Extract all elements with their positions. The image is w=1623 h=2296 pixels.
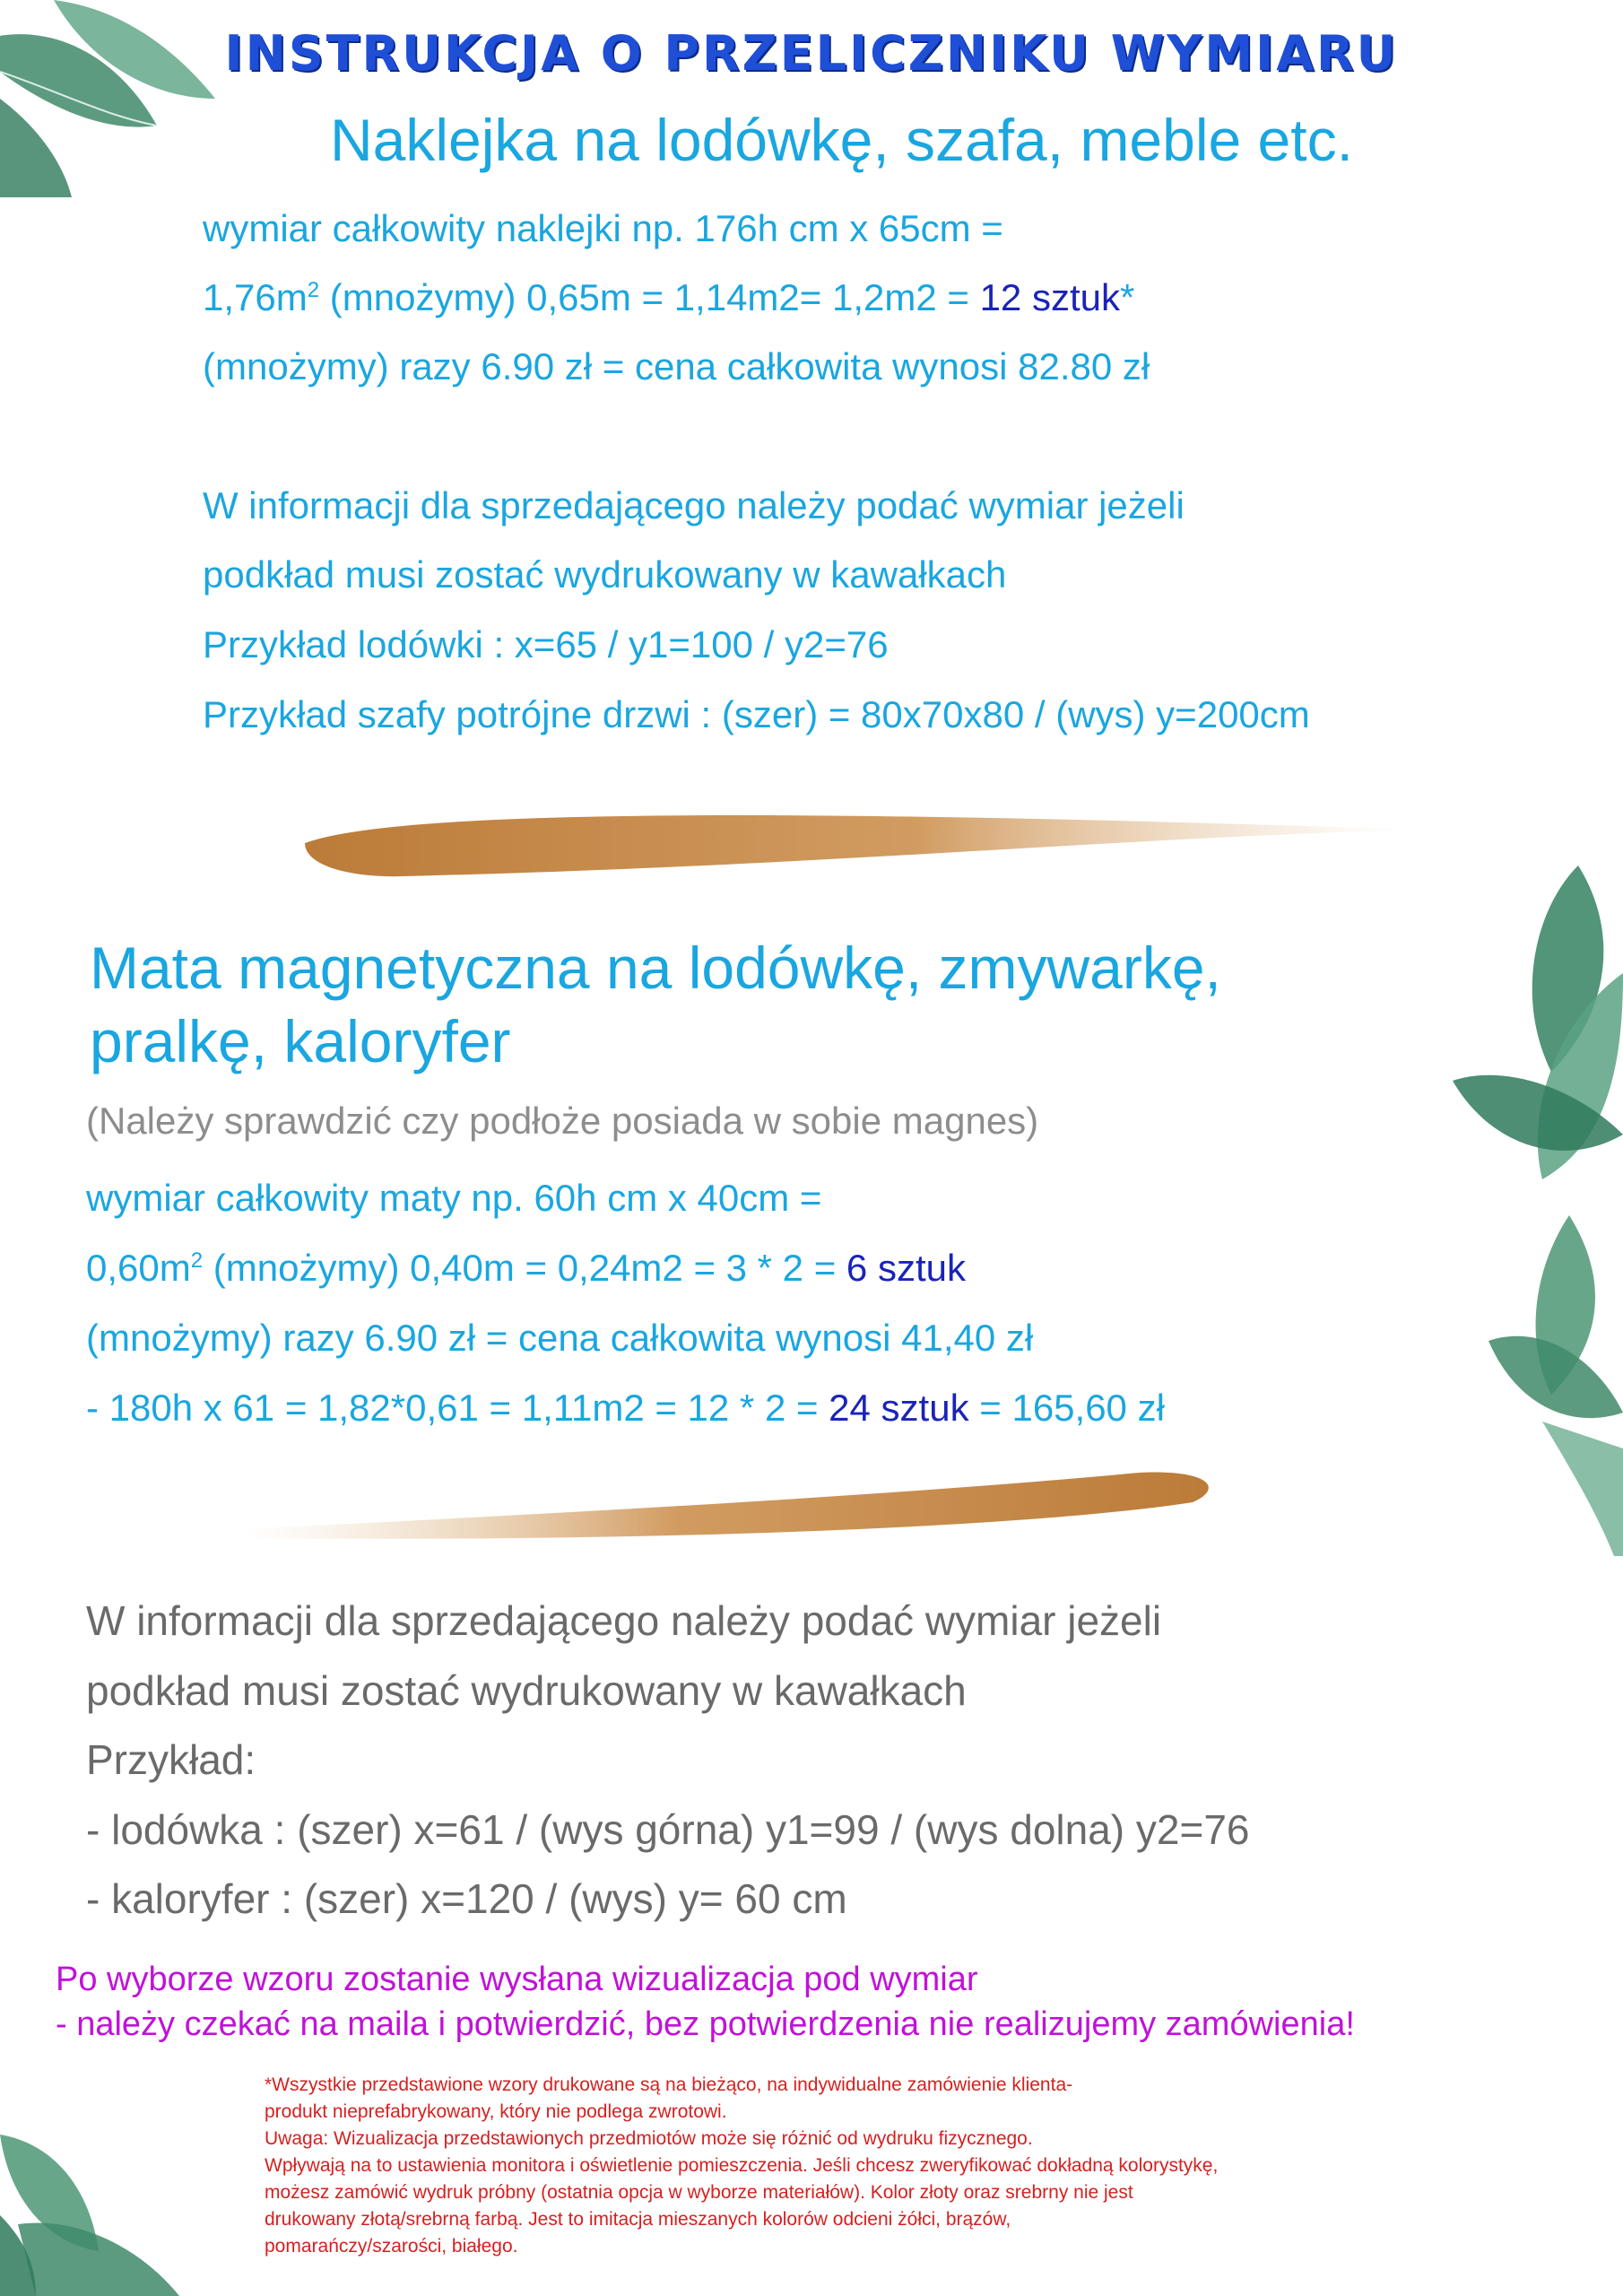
notice-line1: Po wyborze wzoru zostanie wysłana wizualizacja pod wymiar xyxy=(56,1961,978,1998)
s1-line3: (mnożymy) razy 6.90 zł = cena całkowita wynosi 82.80 zł xyxy=(203,345,1150,387)
page-title: INSTRUKCJA O PRZELICZNIKU WYMIARU xyxy=(224,25,1399,82)
s3-example2: - kaloryfer : (szer) x=120 / (wys) y= 60 cm xyxy=(86,1875,847,1922)
s2-line1: wymiar całkowity maty np. 60h cm x 40cm = xyxy=(86,1177,822,1219)
s2-line4-highlight: 24 sztuk xyxy=(829,1387,969,1429)
footnote-line: Wpływają na to ustawienia monitora i oświetlenie pomieszczenia. Jeśli chcesz zweryfikować dokładną kolorystykę, xyxy=(265,2155,1219,2176)
s1-info2: podkład musi zostać wydrukowany w kawałkach xyxy=(203,553,1007,596)
footnote-line: produkt nieprefabrykowany, który nie podlega zwrotowi. xyxy=(265,2101,727,2122)
s3-example1: - lodówka : (szer) x=61 / (wys górna) y1=99 / (wys dolna) y2=76 xyxy=(86,1806,1250,1853)
footnote-line: możesz zamówić wydruk próbny (ostatnia opcja w wyborze materiałów). Kolor złoty oraz srebrny nie jest xyxy=(265,2182,1133,2203)
footnote-line: drukowany złotą/srebrną farbą. Jest to imitacja mieszanych kolorów odcieni żółci, brązów, xyxy=(265,2209,1011,2230)
s1-line1: wymiar całkowity naklejki np. 176h cm x 65cm = xyxy=(203,207,1003,249)
subtitle-sticker: Naklejka na lodówkę, szafa, meble etc. xyxy=(330,107,1353,173)
s1-line2-sup: 2 xyxy=(307,278,320,302)
footnote-line: pomarańczy/szarości, białego. xyxy=(265,2236,518,2257)
s2-heading-line2: pralkę, kaloryfer xyxy=(90,1008,511,1074)
s1-info1: W informacji dla sprzedającego należy podać wymiar jeżeli xyxy=(203,484,1185,526)
s1-line2-mid: (mnożymy) 0,65m = 1,14m2= 1,2m2 = xyxy=(319,276,980,318)
s2-line4 xyxy=(86,1387,1165,1430)
footnote-line: *Wszystkie przedstawione wzory drukowane są na bieżąco, na indywidualne zamówienie klienta- xyxy=(265,2074,1073,2095)
notice-line2: - należy czekać na maila i potwierdzić, bez potwierdzenia nie realizujemy zamówienia! xyxy=(56,2005,1355,2043)
s2-heading xyxy=(90,931,1221,1078)
s1-line2-pre: 1,76m xyxy=(203,276,308,318)
s2-line3: (mnożymy) razy 6.90 zł = cena całkowita wynosi 41,40 zł xyxy=(86,1317,1034,1359)
s2-line2-mid: (mnożymy) 0,40m = 0,24m2 = 3 * 2 = xyxy=(203,1247,846,1289)
s2-note: (Należy sprawdzić czy podłoże posiada w sobie magnes) xyxy=(86,1100,1039,1142)
leaf-decoration-bottom-left xyxy=(0,2117,197,2296)
s3-info1: W informacji dla sprzedającego należy podać wymiar jeżeli xyxy=(86,1597,1162,1644)
s2-line2-sup: 2 xyxy=(190,1248,204,1273)
footnote xyxy=(265,2072,1218,2260)
s3-example-label: Przykład: xyxy=(86,1736,256,1783)
s2-line4-pre: - 180h x 61 = 1,82*0,61 = 1,11m2 = 12 * 2 = xyxy=(86,1387,829,1429)
s1-quantity-highlight: 12 sztuk xyxy=(979,276,1120,318)
s1-example1: Przykład lodówki : x=65 / y1=100 / y2=76 xyxy=(203,623,889,665)
s1-line2 xyxy=(203,276,1134,319)
s2-line2-pre: 0,60m xyxy=(86,1247,191,1289)
s2-quantity-highlight: 6 sztuk xyxy=(846,1247,966,1289)
gold-brush-divider-1 xyxy=(296,803,1426,883)
s2-line2 xyxy=(86,1247,966,1290)
s2-heading-line1: Mata magnetyczna na lodówkę, zmywarkę, xyxy=(90,935,1221,1001)
leaf-decoration-right xyxy=(1435,839,1623,1556)
s1-line2-post: * xyxy=(1120,276,1135,318)
s2-line4-post: = 165,60 zł xyxy=(968,1387,1165,1429)
s3-info2: podkład musi zostać wydrukowany w kawałkach xyxy=(86,1667,967,1714)
s1-example2: Przykład szafy potrójne drzwi : (szer) = 80x70x80 / (wys) y=200cm xyxy=(203,693,1310,735)
gold-brush-divider-2 xyxy=(242,1462,1228,1552)
footnote-line: Uwaga: Wizualizacja przedstawionych przedmiotów może się różnić od wydruku fizycznego. xyxy=(265,2128,1033,2149)
